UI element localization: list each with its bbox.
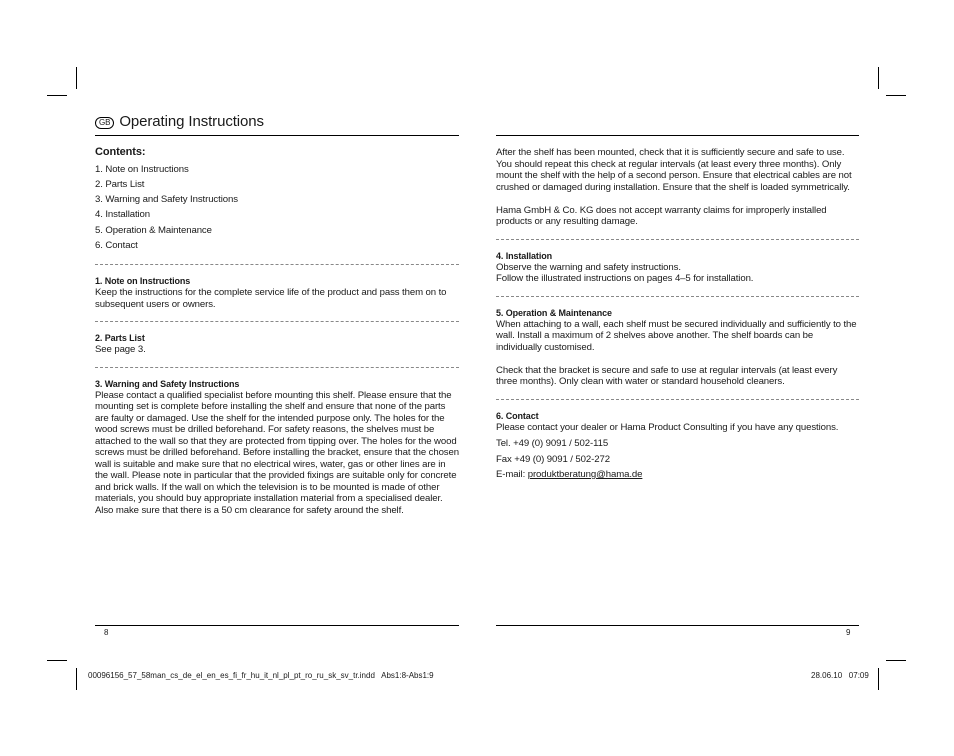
page-header bbox=[95, 108, 459, 136]
section-title: 1. Note on Instructions bbox=[95, 276, 191, 287]
right-page bbox=[496, 108, 859, 483]
email-link[interactable]: produktberatung@hama.de bbox=[527, 469, 643, 480]
section-divider bbox=[95, 264, 459, 265]
section-text: Follow the illustrated instructions on pages 4–5 for installation. bbox=[496, 273, 754, 284]
contents-list bbox=[95, 162, 459, 254]
contact-fax: Fax +49 (0) 9091 / 502-272 bbox=[496, 453, 610, 465]
section-divider bbox=[496, 239, 859, 240]
section-title: 3. Warning and Safety Instructions bbox=[95, 378, 240, 389]
page-number-right: 9 bbox=[846, 628, 851, 637]
section-divider bbox=[496, 296, 859, 297]
crop-mark bbox=[76, 668, 77, 690]
section-text: Please contact a qualified specialist before mounting this shelf. Please ensure that the mounting set is complete before installing the shelf and ensure that none of the parts are faulty or damaged. Use the shelf for the intended purpose only. The holes for the wood screws must be drilled beforehand. For safety reasons, the shelves must be attached to the wall so that they are protected from tipping over. The holes for the wood screws must be drilled beforehand. Before installing the bracket, ensure that the chosen wall is suitable and make sure that no electrical wires, water, gas or other lines are in the wall. Please note in particular that the provided fixings are suitable only for concrete and brick walls. If the wall on which the television is to be mounted is made of other materials, you should buy appropriate installation material from a specialised dealer. Also make sure that there is a 50 cm clearance for safety around the shelf. bbox=[95, 389, 459, 516]
section-title: 5. Operation & Maintenance bbox=[496, 307, 612, 318]
footer-rule bbox=[95, 625, 459, 626]
page-number-left: 8 bbox=[104, 628, 109, 637]
section-text: After the shelf has been mounted, check that it is sufficiently secure and safe to use. You should repeat this check at regular intervals (at least every three months). Only mount the shelf with the help of a second person. Ensure that electrical cables are not crushed or damaged during installation. Ensure that the shelf is loaded symmetrically. bbox=[496, 147, 852, 193]
section-divider bbox=[496, 399, 859, 400]
crop-mark bbox=[878, 668, 879, 690]
contents-item: 5. Operation & Maintenance bbox=[95, 224, 212, 236]
crop-mark bbox=[47, 660, 67, 661]
contents-heading: Contents: bbox=[95, 146, 146, 158]
left-page bbox=[95, 108, 459, 516]
contents-item: 3. Warning and Safety Instructions bbox=[95, 194, 238, 206]
crop-mark bbox=[47, 95, 67, 96]
footer-rule bbox=[496, 625, 859, 626]
section-title: 2. Parts List bbox=[95, 333, 145, 344]
contact-email-row bbox=[496, 467, 859, 483]
section-text: Keep the instructions for the complete service life of the product and pass them on to subsequent users or owners. bbox=[95, 287, 447, 310]
contents-item: 6. Contact bbox=[95, 239, 138, 251]
section-text: Please contact your dealer or Hama Product Consulting if you have any questions. bbox=[496, 421, 839, 433]
crop-mark bbox=[76, 67, 77, 89]
contact-tel: Tel. +49 (0) 9091 / 502-115 bbox=[496, 438, 609, 449]
contents-item: 2. Parts List bbox=[95, 178, 145, 190]
section-divider bbox=[95, 321, 459, 322]
page-title: Operating Instructions bbox=[119, 112, 264, 130]
crop-mark bbox=[886, 95, 906, 96]
section-title: 6. Contact bbox=[496, 410, 539, 421]
file-info: 00096156_57_58man_cs_de_el_en_es_fi_fr_hu_it_nl_pl_pt_ro_ru_sk_sv_tr.indd Abs1:8-Abs1:9 bbox=[88, 671, 434, 680]
warranty-text: Hama GmbH & Co. KG does not accept warranty claims for improperly installed products or any resulting damage. bbox=[496, 204, 827, 227]
page-header-rule bbox=[496, 108, 859, 136]
section-text: Observe the warning and safety instructions. bbox=[496, 261, 681, 273]
section-title: 4. Installation bbox=[496, 250, 553, 261]
crop-mark bbox=[878, 67, 879, 89]
contents-item: 1. Note on Instructions bbox=[95, 163, 189, 175]
section-text: See page 3. bbox=[95, 344, 146, 356]
section-text: Check that the bracket is secure and safe to use at regular intervals (at least every three months). Only clean with water or standard household cleaners. bbox=[496, 364, 838, 387]
section-divider bbox=[95, 367, 459, 368]
email-label: E-mail: bbox=[496, 469, 528, 480]
section-text: When attaching to a wall, each shelf must be secured individually and sufficiently to the wall. Install a maximum of 2 shelves above another. The shelf boards can be individually customised. bbox=[496, 318, 857, 353]
crop-mark bbox=[886, 660, 906, 661]
contents-item: 4. Installation bbox=[95, 209, 151, 221]
language-badge: GB bbox=[95, 117, 114, 129]
date-info: 28.06.10 07:09 bbox=[811, 671, 869, 680]
